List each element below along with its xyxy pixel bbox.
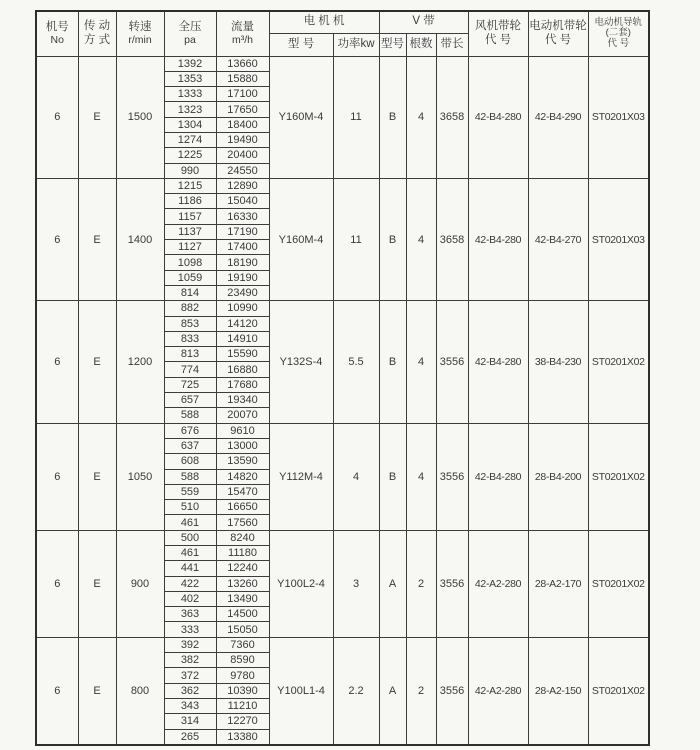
- flow-cell: 15880: [216, 71, 269, 86]
- flow-cell: 16330: [216, 209, 269, 224]
- pressure-cell: 363: [164, 607, 216, 622]
- pressure-cell: 510: [164, 500, 216, 515]
- motor-power-cell: 3: [333, 530, 379, 637]
- flow-cell: 13260: [216, 576, 269, 591]
- header-fan-pulley: [468, 11, 528, 56]
- drive-mode-cell: E: [78, 56, 116, 178]
- drive-mode-cell: E: [78, 637, 116, 745]
- header-belt-count: 根数: [406, 33, 436, 56]
- drive-mode-cell: E: [78, 178, 116, 300]
- motor-power-cell: 11: [333, 178, 379, 300]
- fan-pulley-code-cell: 42-A2-280: [468, 637, 528, 745]
- table-body: [36, 56, 649, 745]
- flow-cell: 16650: [216, 500, 269, 515]
- pressure-cell: 882: [164, 301, 216, 316]
- belt-length-cell: 3658: [436, 56, 468, 178]
- flow-cell: 17100: [216, 87, 269, 102]
- pressure-cell: 608: [164, 454, 216, 469]
- flow-cell: 15050: [216, 622, 269, 637]
- flow-cell: 17560: [216, 515, 269, 530]
- motor-pulley-code-cell: 38-B4-230: [528, 301, 588, 423]
- flow-cell: 19190: [216, 270, 269, 285]
- belt-length-cell: 3556: [436, 301, 468, 423]
- pressure-cell: 814: [164, 285, 216, 300]
- pressure-cell: 314: [164, 714, 216, 729]
- pressure-cell: 774: [164, 362, 216, 377]
- flow-cell: 15040: [216, 194, 269, 209]
- pressure-cell: 1274: [164, 132, 216, 147]
- flow-cell: 11180: [216, 546, 269, 561]
- pressure-cell: 1127: [164, 240, 216, 255]
- flow-cell: 17190: [216, 224, 269, 239]
- drive-mode-cell: E: [78, 423, 116, 530]
- motor-rail-code-cell: ST0201X02: [588, 530, 649, 637]
- header-flow-label: 流量: [231, 20, 254, 33]
- pressure-cell: 343: [164, 698, 216, 713]
- flow-cell: 19340: [216, 393, 269, 408]
- belt-count-cell: 4: [406, 178, 436, 300]
- pressure-cell: 372: [164, 668, 216, 683]
- header-machine-no-label: 机号: [45, 20, 69, 33]
- motor-model-cell: Y112M-4: [269, 423, 333, 530]
- pressure-cell: 1304: [164, 117, 216, 132]
- belt-type-cell: B: [379, 56, 406, 178]
- speed-cell: 1500: [116, 56, 164, 178]
- pressure-cell: 1225: [164, 148, 216, 163]
- belt-count-cell: 4: [406, 301, 436, 423]
- header-speed: [116, 11, 164, 56]
- pressure-cell: 362: [164, 683, 216, 698]
- pressure-cell: 1137: [164, 224, 216, 239]
- motor-rail-code-cell: ST0201X02: [588, 637, 649, 745]
- flow-cell: 13490: [216, 591, 269, 606]
- fan-spec-table: [35, 10, 650, 746]
- flow-cell: 17650: [216, 102, 269, 117]
- header-fan-pulley-line1: 风机带轮: [475, 19, 522, 32]
- machine-no-cell: 6: [36, 301, 78, 423]
- motor-power-cell: 5.5: [333, 301, 379, 423]
- flow-cell: 17400: [216, 240, 269, 255]
- pressure-cell: 559: [164, 484, 216, 499]
- belt-type-cell: A: [379, 530, 406, 637]
- flow-cell: 12240: [216, 561, 269, 576]
- flow-cell: 14820: [216, 469, 269, 484]
- header-pressure-label: 全压: [178, 20, 202, 33]
- flow-cell: 18190: [216, 255, 269, 270]
- machine-no-cell: 6: [36, 637, 78, 745]
- fan-pulley-code-cell: 42-A2-280: [468, 530, 528, 637]
- pressure-cell: 500: [164, 530, 216, 545]
- header-machine-no: [36, 11, 78, 56]
- motor-pulley-code-cell: 28-A2-170: [528, 530, 588, 637]
- flow-cell: 9610: [216, 423, 269, 438]
- motor-rail-code-cell: ST0201X03: [588, 56, 649, 178]
- flow-cell: 20400: [216, 148, 269, 163]
- header-machine-no-unit: No: [50, 34, 64, 47]
- header-motor-rail-line1: 电动机导轨: [594, 16, 643, 28]
- motor-model-cell: Y132S-4: [269, 301, 333, 423]
- pressure-cell: 853: [164, 316, 216, 331]
- flow-cell: 23490: [216, 285, 269, 300]
- pressure-cell: 725: [164, 377, 216, 392]
- belt-length-cell: 3556: [436, 423, 468, 530]
- table-row: [36, 301, 649, 316]
- motor-pulley-code-cell: 42-B4-270: [528, 178, 588, 300]
- flow-cell: 12270: [216, 714, 269, 729]
- motor-power-cell: 2.2: [333, 637, 379, 745]
- motor-power-cell: 11: [333, 56, 379, 178]
- flow-cell: 7360: [216, 637, 269, 652]
- fan-pulley-code-cell: 42-B4-280: [468, 301, 528, 423]
- motor-power-cell: 4: [333, 423, 379, 530]
- motor-pulley-code-cell: 28-B4-200: [528, 423, 588, 530]
- pressure-cell: 1353: [164, 71, 216, 86]
- flow-cell: 16880: [216, 362, 269, 377]
- belt-type-cell: B: [379, 423, 406, 530]
- table-header: [36, 11, 649, 56]
- pressure-cell: 833: [164, 331, 216, 346]
- header-motor-group: 电 机 机: [269, 11, 379, 33]
- pressure-cell: 1098: [164, 255, 216, 270]
- flow-cell: 9780: [216, 668, 269, 683]
- drive-mode-cell: E: [78, 301, 116, 423]
- flow-cell: 24550: [216, 163, 269, 178]
- header-motor-pulley-line2: 代 号: [544, 33, 572, 46]
- pressure-cell: 461: [164, 546, 216, 561]
- pressure-cell: 813: [164, 347, 216, 362]
- table-row: [36, 56, 649, 71]
- pressure-cell: 1186: [164, 194, 216, 209]
- motor-model-cell: Y100L2-4: [269, 530, 333, 637]
- pressure-cell: 1059: [164, 270, 216, 285]
- motor-pulley-code-cell: 28-A2-150: [528, 637, 588, 745]
- belt-count-cell: 2: [406, 530, 436, 637]
- machine-no-cell: 6: [36, 423, 78, 530]
- belt-length-cell: 3658: [436, 178, 468, 300]
- belt-count-cell: 4: [406, 56, 436, 178]
- pressure-cell: 676: [164, 423, 216, 438]
- pressure-cell: 588: [164, 408, 216, 423]
- header-flow-unit: m³/h: [232, 34, 253, 47]
- pressure-cell: 1392: [164, 56, 216, 71]
- flow-cell: 13660: [216, 56, 269, 71]
- header-drive-mode: [78, 11, 116, 56]
- fan-pulley-code-cell: 42-B4-280: [468, 56, 528, 178]
- flow-cell: 15470: [216, 484, 269, 499]
- pressure-cell: 265: [164, 729, 216, 745]
- fan-pulley-code-cell: 42-B4-280: [468, 423, 528, 530]
- flow-cell: 14120: [216, 316, 269, 331]
- motor-pulley-code-cell: 42-B4-290: [528, 56, 588, 178]
- flow-cell: 8590: [216, 653, 269, 668]
- pressure-cell: 990: [164, 163, 216, 178]
- pressure-cell: 1333: [164, 87, 216, 102]
- table-row: [36, 423, 649, 438]
- table-row: [36, 637, 649, 652]
- header-motor-power: 功率kw: [333, 33, 379, 56]
- motor-model-cell: Y160M-4: [269, 178, 333, 300]
- flow-cell: 13380: [216, 729, 269, 745]
- flow-cell: 10390: [216, 683, 269, 698]
- pressure-cell: 461: [164, 515, 216, 530]
- flow-cell: 17680: [216, 377, 269, 392]
- header-motor-pulley: [528, 11, 588, 56]
- pressure-cell: 588: [164, 469, 216, 484]
- pressure-cell: 422: [164, 576, 216, 591]
- header-drive-line1: 传 动: [83, 19, 111, 32]
- header-pressure-unit: pa: [184, 34, 196, 47]
- belt-length-cell: 3556: [436, 637, 468, 745]
- belt-type-cell: B: [379, 301, 406, 423]
- flow-cell: 8240: [216, 530, 269, 545]
- flow-cell: 11210: [216, 698, 269, 713]
- header-pressure: [164, 11, 216, 56]
- belt-type-cell: B: [379, 178, 406, 300]
- header-motor-model: 型 号: [269, 33, 333, 56]
- table-row: [36, 178, 649, 193]
- header-motor-rail-line3: 代 号: [607, 38, 630, 50]
- pressure-cell: 392: [164, 637, 216, 652]
- motor-rail-code-cell: ST0201X03: [588, 178, 649, 300]
- motor-rail-code-cell: ST0201X02: [588, 423, 649, 530]
- table-row: [36, 530, 649, 545]
- pressure-cell: 1323: [164, 102, 216, 117]
- pressure-cell: 402: [164, 591, 216, 606]
- pressure-cell: 1215: [164, 178, 216, 193]
- pressure-cell: 441: [164, 561, 216, 576]
- motor-rail-code-cell: ST0201X02: [588, 301, 649, 423]
- motor-model-cell: Y160M-4: [269, 56, 333, 178]
- speed-cell: 800: [116, 637, 164, 745]
- pressure-cell: 657: [164, 393, 216, 408]
- header-motor-rail: [588, 11, 649, 56]
- header-speed-unit: r/min: [128, 34, 152, 47]
- pressure-cell: 1157: [164, 209, 216, 224]
- flow-cell: 14500: [216, 607, 269, 622]
- header-belt-length: 带长: [436, 33, 468, 56]
- pressure-cell: 382: [164, 653, 216, 668]
- flow-cell: 13000: [216, 438, 269, 453]
- header-motor-rail-line2: (二套): [605, 27, 631, 39]
- machine-no-cell: 6: [36, 178, 78, 300]
- header-speed-label: 转速: [128, 20, 152, 33]
- header-fan-pulley-line2: 代 号: [484, 33, 512, 46]
- header-vbelt-group: V 带: [379, 11, 468, 33]
- motor-model-cell: Y100L1-4: [269, 637, 333, 745]
- belt-type-cell: A: [379, 637, 406, 745]
- pressure-cell: 333: [164, 622, 216, 637]
- header-flow: [216, 11, 269, 56]
- flow-cell: 13590: [216, 454, 269, 469]
- flow-cell: 20070: [216, 408, 269, 423]
- flow-cell: 14910: [216, 331, 269, 346]
- belt-count-cell: 4: [406, 423, 436, 530]
- header-belt-type: 型号: [379, 33, 406, 56]
- speed-cell: 1050: [116, 423, 164, 530]
- machine-no-cell: 6: [36, 530, 78, 637]
- flow-cell: 12890: [216, 178, 269, 193]
- machine-no-cell: 6: [36, 56, 78, 178]
- header-drive-line2: 方 式: [83, 33, 111, 46]
- header-motor-pulley-line1: 电动机带轮: [529, 19, 587, 32]
- speed-cell: 1400: [116, 178, 164, 300]
- flow-cell: 18400: [216, 117, 269, 132]
- pressure-cell: 637: [164, 438, 216, 453]
- flow-cell: 10990: [216, 301, 269, 316]
- belt-length-cell: 3556: [436, 530, 468, 637]
- speed-cell: 900: [116, 530, 164, 637]
- fan-pulley-code-cell: 42-B4-280: [468, 178, 528, 300]
- speed-cell: 1200: [116, 301, 164, 423]
- flow-cell: 15590: [216, 347, 269, 362]
- flow-cell: 19490: [216, 132, 269, 147]
- drive-mode-cell: E: [78, 530, 116, 637]
- belt-count-cell: 2: [406, 637, 436, 745]
